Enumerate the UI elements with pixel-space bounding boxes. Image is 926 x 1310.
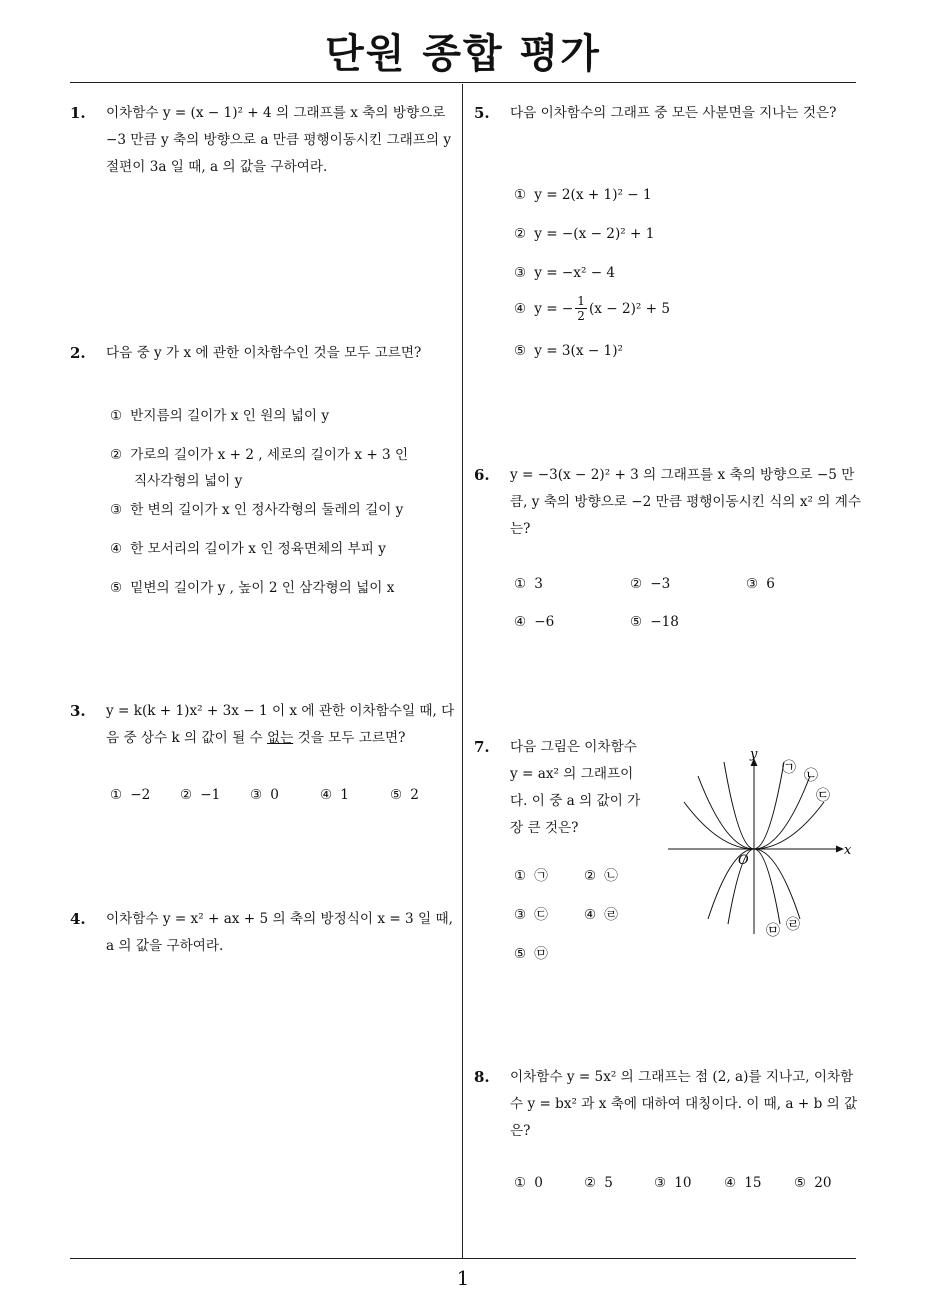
problem-text-line: y = ax² 의 그래프이 [510, 766, 634, 782]
problem-number: 7. [474, 738, 490, 756]
footer-divider [70, 1258, 856, 1259]
choice-label: 반지름의 길이가 x 인 원의 넓이 y [130, 408, 330, 424]
choice-4[interactable] [110, 537, 386, 557]
choice-4[interactable]: ④ −6 [514, 614, 555, 630]
choice-label: −6 [534, 614, 555, 630]
choice-label: 1 [340, 787, 349, 803]
curve-label: ㉢ [816, 788, 830, 804]
problem-text-line: 다음 그림은 이차함수 [510, 739, 637, 755]
choice-5[interactable] [110, 576, 394, 596]
choice-label-prefix: y = − [534, 300, 574, 317]
choice-1[interactable]: ① 3 [514, 576, 543, 592]
choice-5[interactable]: ⑤ 20 [794, 1175, 832, 1191]
choice-label: y = −x² − 4 [534, 265, 616, 281]
choice-label: −1 [200, 787, 221, 803]
curve-label: ㉠ [782, 760, 796, 776]
choice-2[interactable]: ② −1 [180, 787, 221, 803]
choice-label: y = 3(x − 1)² [534, 343, 623, 359]
choice-1[interactable] [110, 404, 329, 424]
choice-label-continued: 직사각형의 넓이 y [134, 473, 243, 489]
page-number: 1 [456, 1266, 470, 1290]
problem-text: 이차함수 y = 5x² 의 그래프는 점 (2, a)를 지나고, 이차함수 y = bx² 과 x 축에 대하여 대칭이다. 이 때, a + b 의 값은? [510, 1069, 858, 1139]
choice-2[interactable] [110, 442, 408, 494]
choice-label: ㉣ [604, 907, 618, 923]
choice-label: ㉡ [604, 868, 618, 884]
choice-label: y = 2(x + 1)² − 1 [534, 187, 652, 203]
choice-marker: ③ [110, 502, 123, 518]
problem-8 [474, 1064, 860, 1145]
choice-5[interactable]: ⑤ 2 [390, 787, 419, 803]
problem-text: 다음 이차함수의 그래프 중 모든 사분면을 지나는 것은? [510, 105, 837, 121]
problem-6 [474, 462, 862, 543]
problem-number: 2. [70, 344, 86, 362]
choice-label: 2 [410, 787, 419, 803]
y-axis-label: y [750, 747, 758, 762]
choice-label: 한 변의 길이가 x 인 정사각형의 둘레의 길이 y [130, 502, 404, 518]
problem-5 [474, 100, 860, 127]
problem-text: 이차함수 y = (x − 1)² + 4 의 그래프를 x 축의 방향으로 −3 만큼 y 축의 방향으로 a 만큼 평행이동시킨 그래프의 y 절편이 3a 일 때, a 의 값을 구하여라. [106, 105, 452, 175]
choice-label: 5 [604, 1175, 613, 1191]
curve-label: ㉣ [786, 917, 800, 933]
choice-marker: ① [110, 408, 123, 424]
x-axis-arrow [836, 846, 844, 853]
choice-5[interactable]: ⑤ −18 [630, 614, 679, 630]
choice-2[interactable]: ② 5 [584, 1175, 613, 1191]
choice-marker: ② [110, 447, 123, 463]
choice-label: ㉤ [534, 946, 548, 962]
choice-label: 10 [674, 1175, 692, 1191]
problem-text: y = k(k + 1)x² + 3x − 1 이 x 에 관한 이차함수일 때, 다음 중 상수 k 의 값이 될 수 없는 것을 모두 고르면? [106, 703, 455, 746]
problem-text: 다음 중 y 가 x 에 관한 이차함수인 것을 모두 고르면? [106, 345, 422, 361]
problem-number: 1. [70, 104, 86, 122]
problem-number: 5. [474, 104, 490, 122]
choice-1[interactable]: ① ㉠ [514, 868, 548, 884]
curve-label: ㉡ [804, 768, 818, 784]
problem-1 [70, 100, 456, 181]
problem-number: 3. [70, 702, 86, 720]
problem-number: 4. [70, 910, 86, 928]
choice-4[interactable]: ④ 15 [724, 1175, 762, 1191]
choice-label: 20 [814, 1175, 832, 1191]
choice-4[interactable]: ④ 1 [320, 787, 349, 803]
choice-2[interactable]: ② ㉡ [584, 868, 618, 884]
choice-4[interactable]: ④ y = − $\frac{1}{2}$ (x − 2)² + 5 [514, 294, 671, 323]
choice-4[interactable]: ④ ㉣ [584, 907, 618, 923]
choice-5[interactable]: ⑤ ㉤ [514, 946, 548, 962]
choice-label: ㉠ [534, 868, 548, 884]
choice-label-suffix: (x − 2)² + 5 [588, 300, 671, 317]
choice-3[interactable]: ③ y = −x² − 4 [514, 265, 616, 281]
choice-2[interactable]: ② y = −(x − 2)² + 1 [514, 226, 655, 242]
fraction-denominator: 2 [577, 309, 585, 323]
choice-label: 3 [534, 576, 543, 592]
choice-3[interactable]: ③ ㉢ [514, 907, 548, 923]
curve-label: ㉤ [766, 923, 780, 939]
choice-3[interactable]: ③ 10 [654, 1175, 692, 1191]
problem-3 [70, 698, 456, 752]
choice-label: 가로의 길이가 x + 2 , 세로의 길이가 x + 3 인 [130, 447, 409, 463]
problem-text: y = −3(x − 2)² + 3 의 그래프를 x 축의 방향으로 −5 만큼, y 축의 방향으로 −2 만큼 평행이동시킨 식의 x² 의 계수는? [510, 467, 861, 537]
page-title: 단원 종합 평가 [325, 31, 601, 77]
parabola-graph [664, 744, 858, 940]
problem-2 [70, 340, 456, 367]
choice-marker: ⑤ [110, 580, 123, 596]
choice-1[interactable]: ① −2 [110, 787, 151, 803]
choice-label: 0 [534, 1175, 543, 1191]
fraction-numerator: 1 [577, 294, 585, 308]
choice-label: −3 [650, 576, 671, 592]
choice-label: y = −(x − 2)² + 1 [534, 226, 655, 242]
choice-5[interactable]: ⑤ y = 3(x − 1)² [514, 343, 623, 359]
problem-number: 6. [474, 466, 490, 484]
choice-label: −2 [130, 787, 151, 803]
column-divider [462, 84, 463, 1258]
problem-number: 8. [474, 1068, 490, 1086]
problem-4 [70, 906, 456, 960]
origin-label: O [738, 853, 749, 868]
choice-3[interactable]: ③ 0 [250, 787, 279, 803]
problem-text-line: 장 큰 것은? [510, 820, 579, 836]
choice-label: 15 [744, 1175, 762, 1191]
problem-text: 이차함수 y = x² + ax + 5 의 축의 방정식이 x = 3 일 때, a 의 값을 구하여라. [106, 911, 453, 954]
choice-2[interactable]: ② −3 [630, 576, 671, 592]
choice-label: 한 모서리의 길이가 x 인 정육면체의 부피 y [130, 541, 386, 557]
choice-marker: ④ [110, 541, 123, 557]
problem-text-line: 다. 이 중 a 의 값이 가 [510, 793, 641, 809]
choice-3[interactable] [110, 498, 403, 518]
choice-label: 6 [766, 576, 775, 592]
choice-label: −18 [650, 614, 679, 630]
choice-1[interactable]: ① y = 2(x + 1)² − 1 [514, 187, 652, 203]
choice-label: 밑변의 길이가 y , 높이 2 인 삼각형의 넓이 x [130, 580, 395, 596]
fraction [575, 294, 587, 323]
x-axis-label: x [844, 843, 852, 858]
underlined-word: 없는 [267, 730, 294, 746]
choice-1[interactable]: ① 0 [514, 1175, 543, 1191]
choice-3[interactable]: ③ 6 [746, 576, 775, 592]
choice-label: 0 [270, 787, 279, 803]
problem-7 [474, 734, 660, 842]
choice-label: ㉢ [534, 907, 548, 923]
header-divider [70, 82, 856, 83]
